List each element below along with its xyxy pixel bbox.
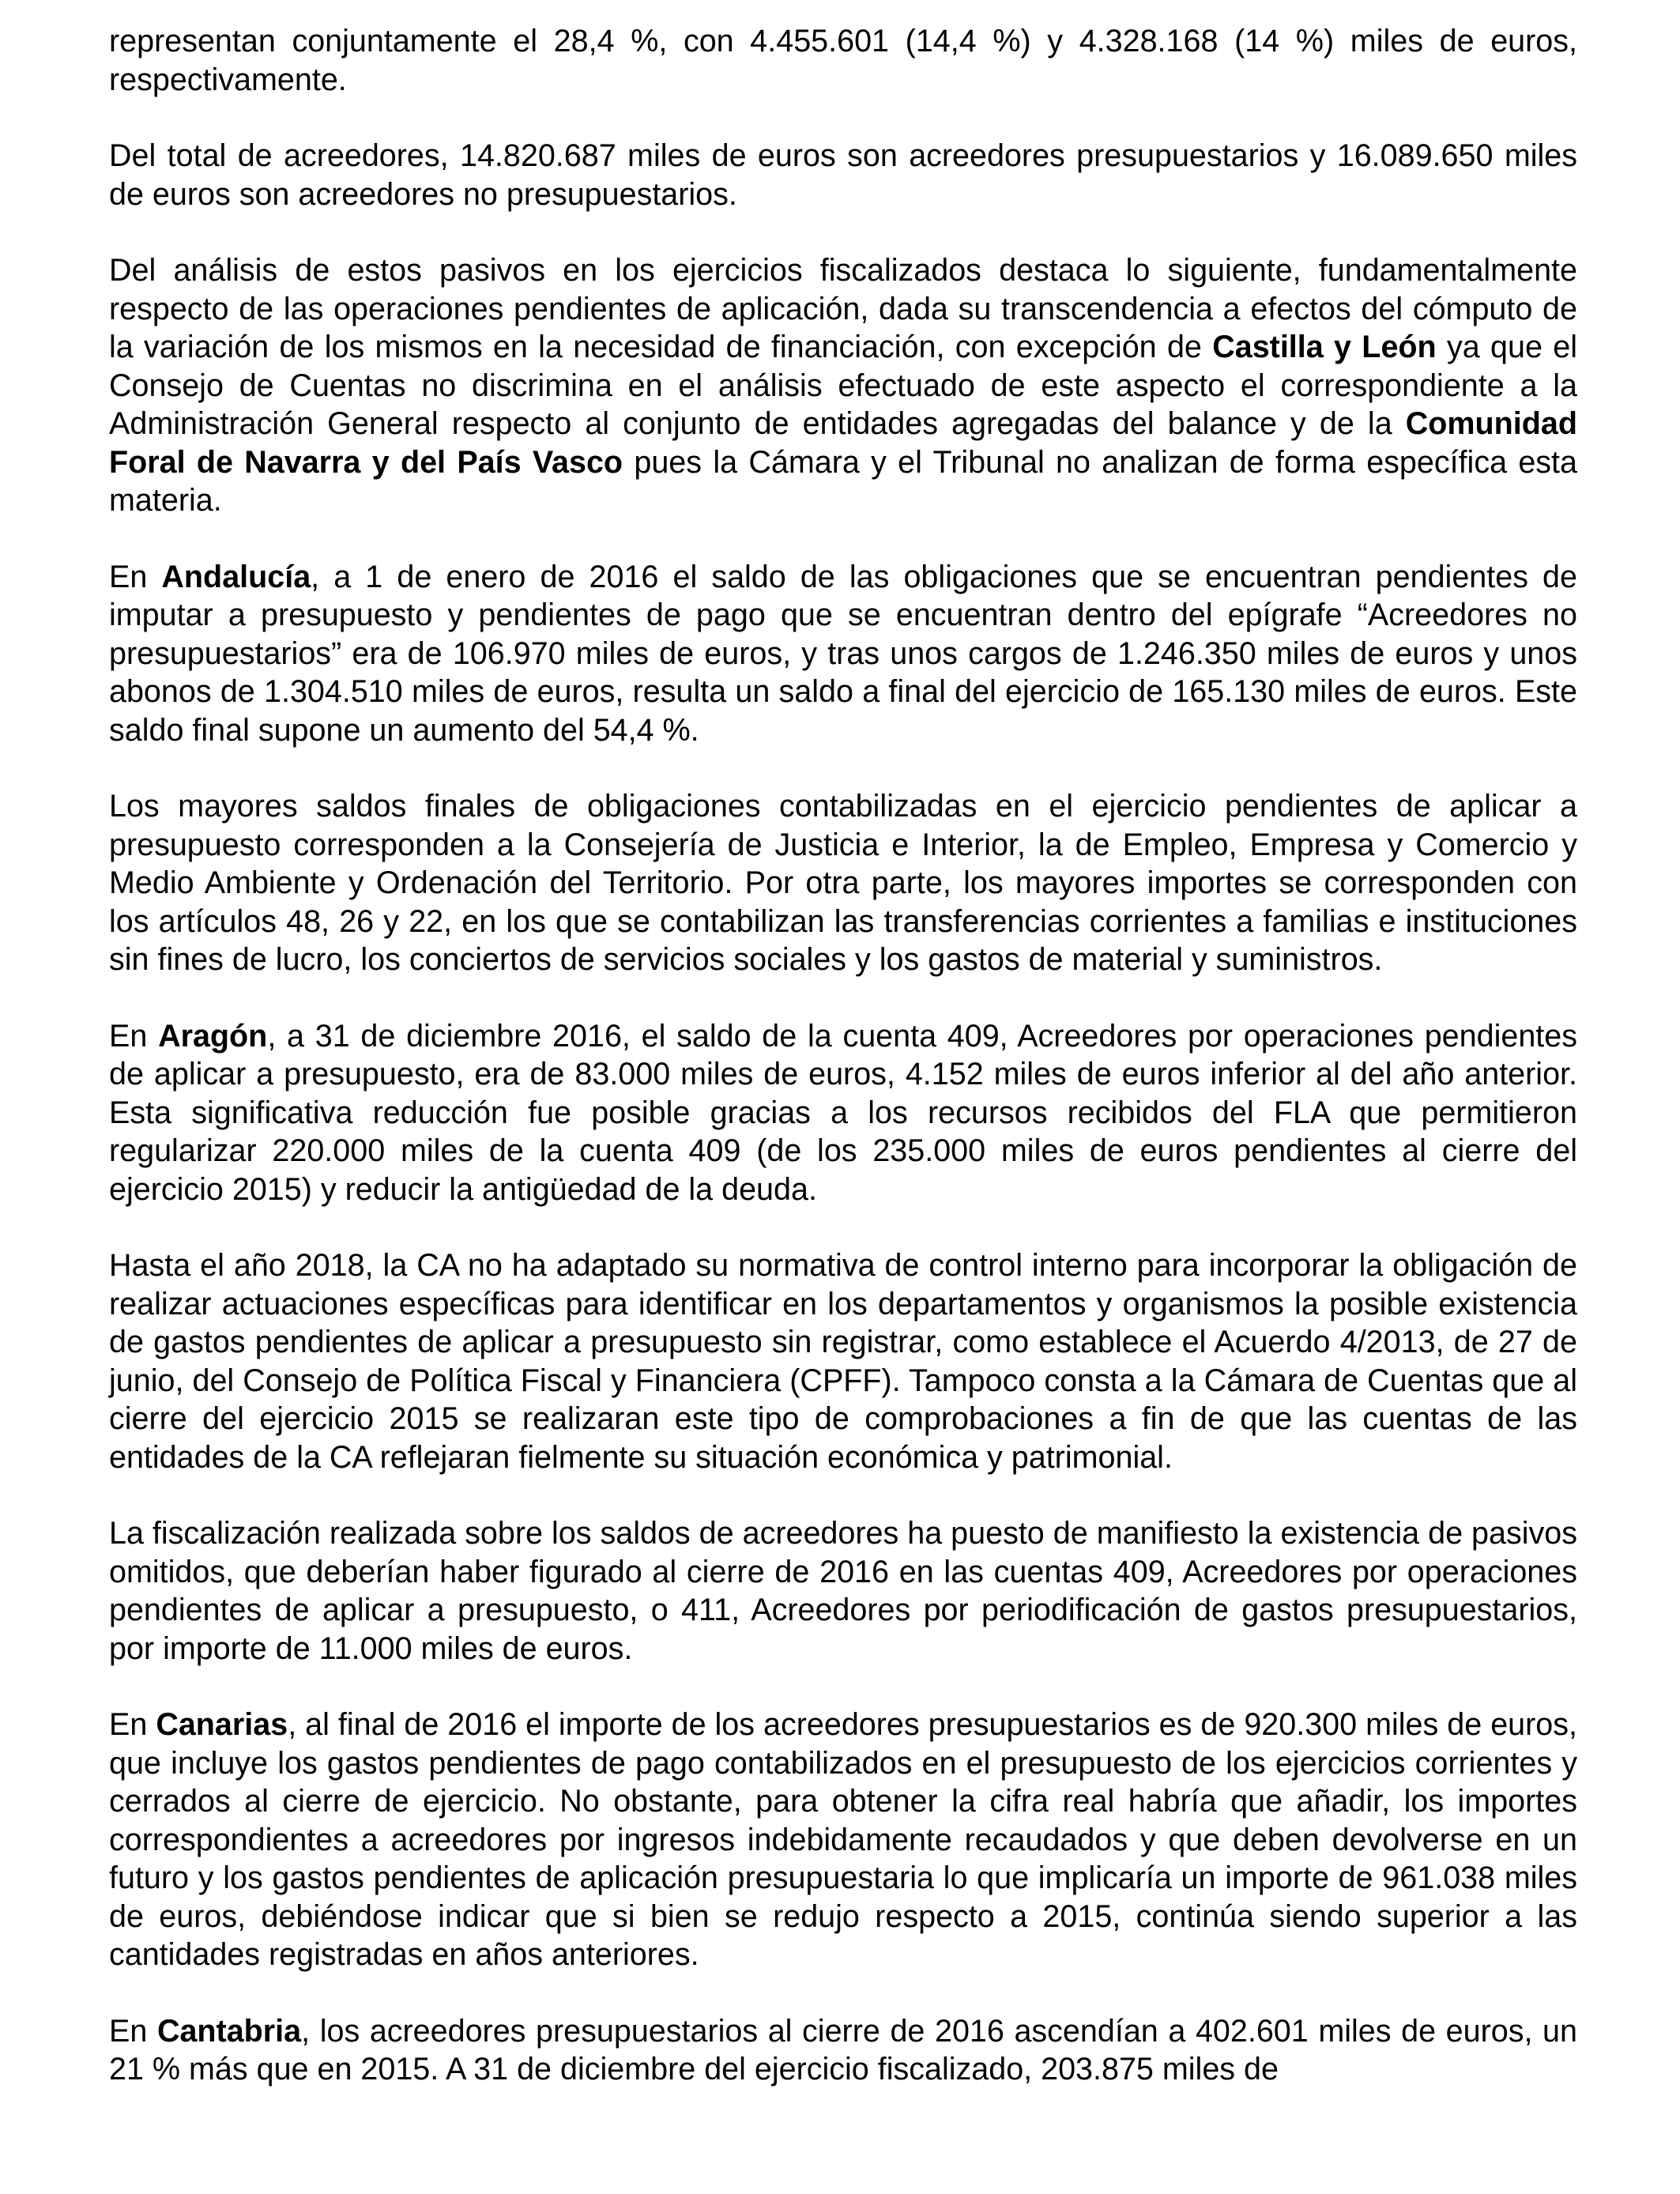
paragraph-text: , los acreedores presupuestarios al cierre de 2016 ascendían a 402.601 miles de euros, un 21 % más que en 2015. A 31 de diciembre del ejercicio fiscalizado, 203.875 miles de <box>109 2013 1577 2087</box>
paragraph-text: pues la Cámara y el Tribunal no analizan de forma específica esta materia. <box>109 444 1577 518</box>
paragraph-text: ya que el Consejo de Cuentas no discrimina en el análisis efectuado de este aspecto el correspondiente a la Administración General respecto al conjunto de entidades agregadas del balance y de la <box>109 330 1577 441</box>
paragraph-text: Los mayores saldos finales de obligaciones contabilizadas en el ejercicio pendientes de aplicar a presupuesto corresponden a la Consejería de Justicia e Interior, la de Empleo, Empresa y Comercio y Medio Ambiente y Ordenación del Territorio. Por otra parte, los mayores importes se corresponden con los artículos 48, 26 y 22, en los que se contabilizan las transferencias corrientes a familias e instituciones sin fines de lucro, los conciertos de servicios sociales y los gastos de material y suministros. <box>109 789 1577 977</box>
paragraph-summary-percentages <box>109 22 1577 99</box>
region-name-bold: Aragón <box>158 1018 268 1054</box>
paragraph-canarias <box>109 1706 1577 1974</box>
paragraph-text: En <box>109 1707 156 1742</box>
paragraph-aragon <box>109 1017 1577 1209</box>
region-name-bold: Canarias <box>156 1707 288 1742</box>
paragraph-aragon-control <box>109 1246 1577 1476</box>
paragraph-andalucia-detail <box>109 787 1577 979</box>
paragraph-andalucia <box>109 558 1577 750</box>
paragraph-text: representan conjuntamente el 28,4 %, con 4.455.601 (14,4 %) y 4.328.168 (14 %) miles de euros, respectivamente. <box>109 24 1577 97</box>
paragraph-text: , al final de 2016 el importe de los acreedores presupuestarios es de 920.300 miles de euros, que incluye los gastos pendientes de pago contabilizados en el presupuesto de los ejercicios corrientes y cerrados al cierre de ejercicio. No obstante, para obtener la cifra real habría que añadir, los importes correspondientes a acreedores por ingresos indebidamente recaudados y que deben devolverse en un futuro y los gastos pendientes de aplicación presupuestaria lo que implicaría un importe de 961.038 miles de euros, debiéndose indicar que si bien se redujo respecto a 2015, continúa siendo superior a las cantidades registradas en años anteriores. <box>109 1707 1577 1972</box>
paragraph-text: Del análisis de estos pasivos en los ejercicios fiscalizados destaca lo siguiente, fundamentalmente respecto de las operaciones pendientes de aplicación, dada su transcendencia a efectos del cómputo de la variación de los mismos en la necesidad de financiación, con excepción de <box>109 253 1577 364</box>
paragraph-text: En <box>109 2013 157 2049</box>
paragraph-analysis-intro <box>109 251 1577 520</box>
paragraph-text: Hasta el año 2018, la CA no ha adaptado su normativa de control interno para incorporar la obligación de realizar actuaciones específicas para identificar en los departamentos y organismos la posible existencia de gastos pendientes de aplicar a presupuesto sin registrar, como establece el Acuerdo 4/2013, de 27 de junio, del Consejo de Política Fiscal y Financiera (CPFF). Tampoco consta a la Cámara de Cuentas que al cierre del ejercicio 2015 se realizaran este tipo de comprobaciones a fin de que las cuentas de las entidades de la CA reflejaran fielmente su situación económica y patrimonial. <box>109 1248 1577 1475</box>
region-name-bold: Cantabria <box>156 2013 302 2049</box>
paragraph-text: En <box>109 559 162 594</box>
paragraph-text: En <box>109 1018 159 1054</box>
paragraph-cantabria <box>109 2012 1577 2089</box>
paragraph-text: Del total de acreedores, 14.820.687 miles de euros son acreedores presupuestarios y 16.089.650 miles de euros son acreedores no presupuestarios. <box>109 138 1577 212</box>
document-page <box>109 22 1577 2089</box>
paragraph-text: , a 1 de enero de 2016 el saldo de las obligaciones que se encuentran pendientes de imputar a presupuesto y pendientes de pago que se encuentran dentro del epígrafe “Acreedores no presupuestarios” era de 106.970 miles de euros, y tras unos cargos de 1.246.350 miles de euros y unos abonos de 1.304.510 miles de euros, resulta un saldo a final del ejercicio de 165.130 miles de euros. Este saldo final supone un aumento del 54,4 %. <box>109 559 1577 748</box>
paragraph-aragon-findings <box>109 1514 1577 1668</box>
paragraph-creditors-total <box>109 137 1577 213</box>
paragraph-text: , a 31 de diciembre 2016, el saldo de la cuenta 409, Acreedores por operaciones pendientes de aplicar a presupuesto, era de 83.000 miles de euros, 4.152 miles de euros inferior al del año anterior. Esta significativa reducción fue posible gracias a los recursos recibidos del FLA que permitieron regularizar 220.000 miles de la cuenta 409 (de los 235.000 miles de euros pendientes al cierre del ejercicio 2015) y reducir la antigüedad de la deuda. <box>109 1018 1577 1207</box>
region-name-bold: Castilla y León <box>1212 330 1437 364</box>
paragraph-text: La fiscalización realizada sobre los saldos de acreedores ha puesto de manifiesto la existencia de pasivos omitidos, que deberían haber figurado al cierre de 2016 en las cuentas 409, Acreedores por operaciones pendientes de aplicar a presupuesto, o 411, Acreedores por periodificación de gastos presupuestarios, por importe de 11.000 miles de euros. <box>109 1516 1577 1666</box>
region-name-bold: Comunidad Foral de Navarra y del País Vasco <box>109 406 1577 480</box>
region-name-bold: Andalucía <box>161 559 311 594</box>
